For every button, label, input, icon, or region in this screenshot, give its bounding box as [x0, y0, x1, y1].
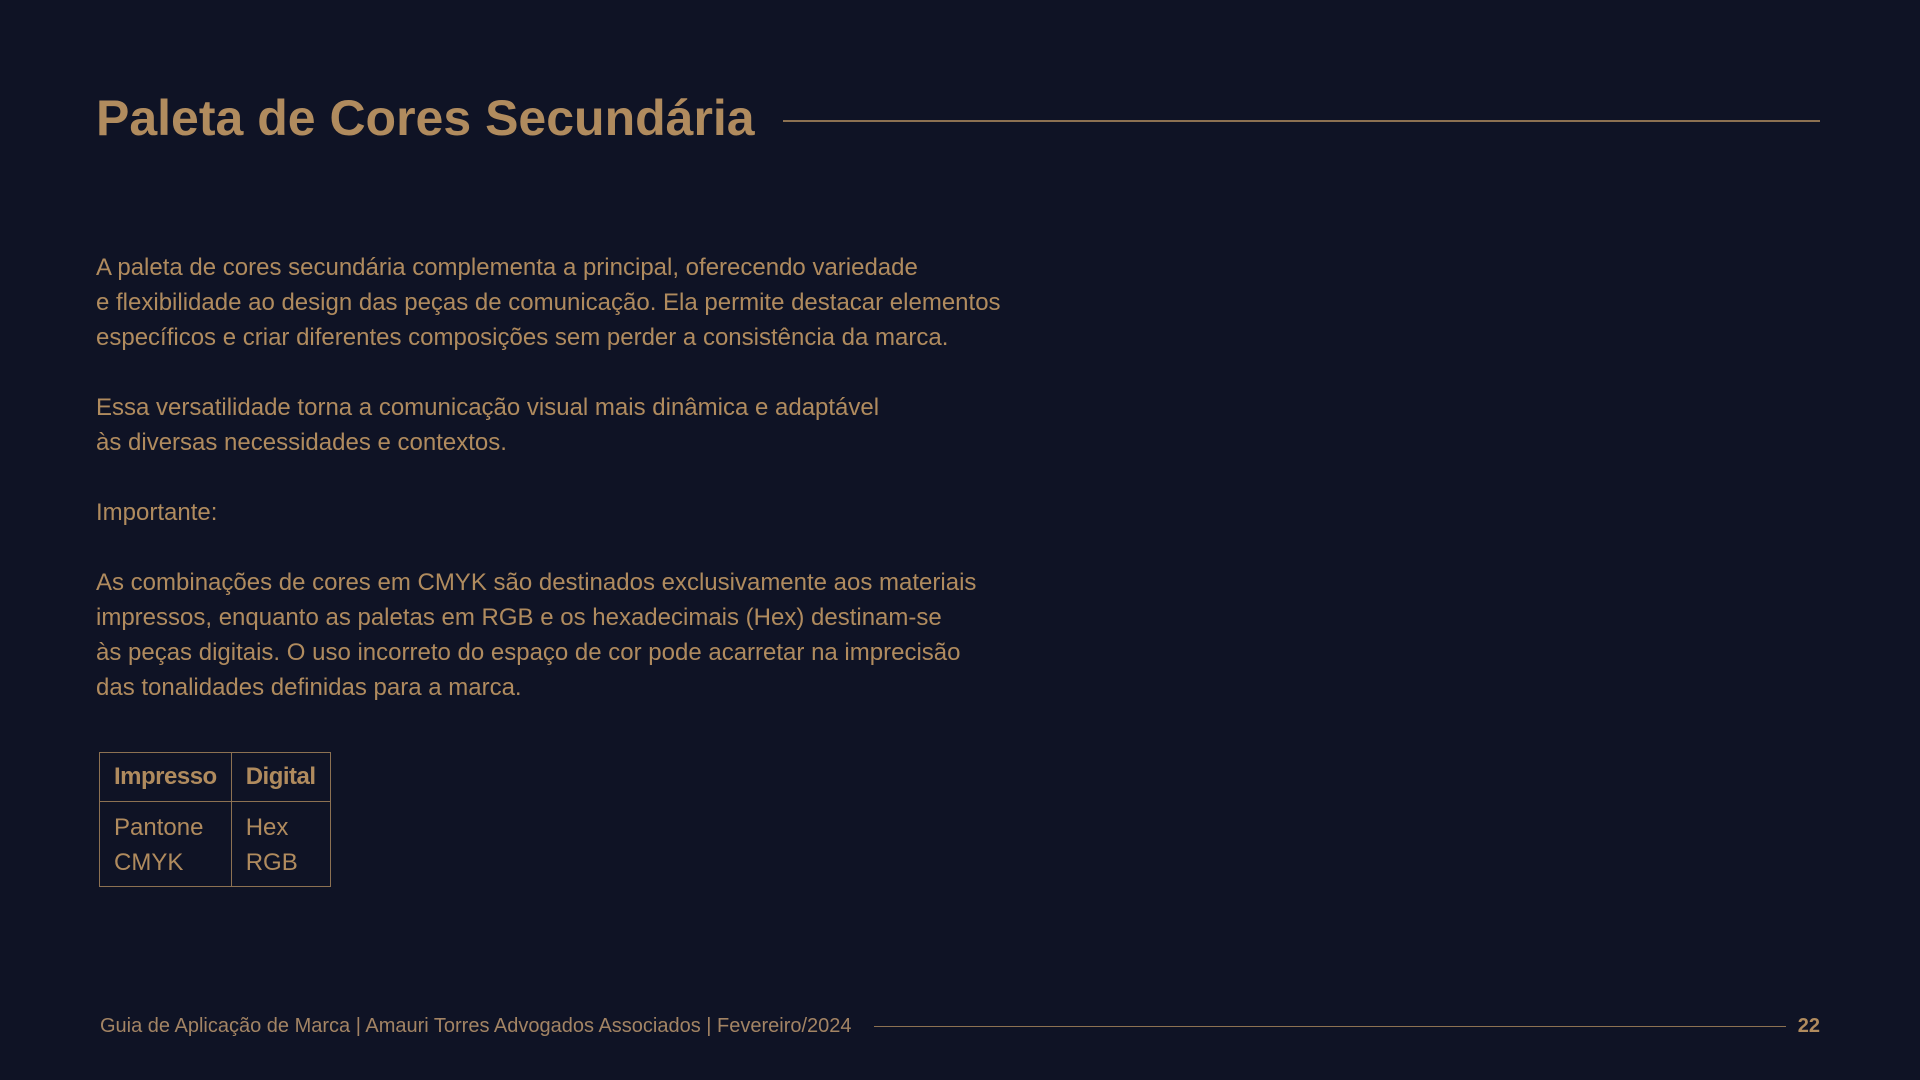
footer-divider: [874, 1026, 1786, 1027]
table-item-hex: Hex: [245, 814, 289, 841]
page-footer: [100, 1015, 1820, 1038]
table-row: [100, 802, 331, 887]
footer-text: Guia de Aplicação de Marca | Amauri Torres Advogados Associados | Fevereiro/2024: [100, 1015, 852, 1037]
table-header-print: Impresso: [100, 753, 232, 802]
page-number: 22: [1797, 1015, 1820, 1037]
paragraph-intro: A paleta de cores secundária complementa a principal, oferecendo variedade e flexibilidade ao design das peças de comunicação. Ela permite destacar elementos específicos e criar diferentes composições sem perder a consistência da marca.: [96, 254, 1001, 351]
table-cell-print: [100, 802, 232, 887]
body-text: [96, 250, 1096, 740]
table-item-pantone: Pantone: [114, 814, 204, 841]
page-title: Paleta de Cores Secundária: [96, 90, 755, 146]
table-header-row: [100, 753, 331, 802]
paragraph-versatility: Essa versatilidade torna a comunicação visual mais dinâmica e adaptável às diversas necessidades e contextos.: [96, 394, 880, 456]
paragraph-important-label: Importante:: [96, 499, 218, 526]
color-space-table: [99, 752, 331, 887]
table-header-digital: Digital: [231, 753, 330, 802]
table-cell-digital: [231, 802, 330, 887]
table-item-rgb: RGB: [245, 849, 298, 876]
paragraph-color-spaces: As combinações de cores em CMYK são destinados exclusivamente aos materiais impressos, enquanto as paletas em RGB e os hexadecimais (Hex) destinam-se às peças digitais. O uso incorreto do espaço de cor pode acarretar na imprecisão das tonalidades definidas para a marca.: [96, 569, 977, 701]
page-header: [96, 84, 1820, 152]
table-item-cmyk: CMYK: [114, 849, 184, 876]
title-divider: [783, 120, 1820, 122]
